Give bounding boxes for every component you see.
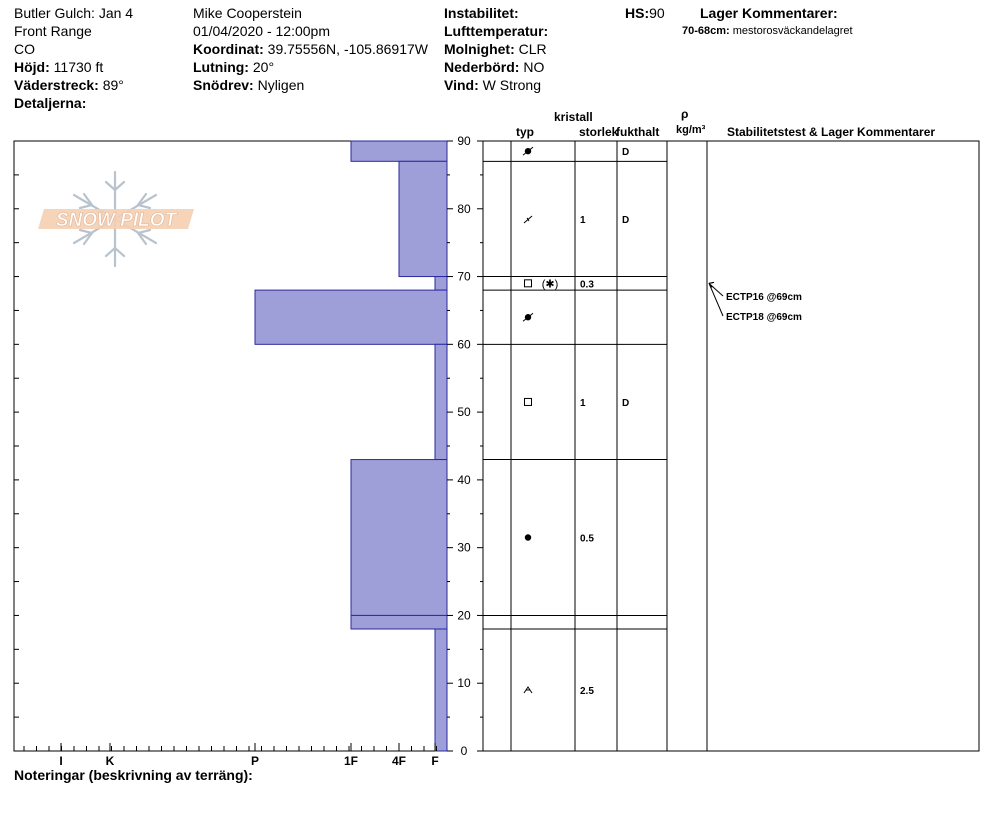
depth-tick-label: 90 bbox=[457, 134, 471, 148]
hardness-bar-5 bbox=[351, 460, 447, 616]
aspect-value: 89° bbox=[102, 77, 124, 93]
hardness-bar-3 bbox=[255, 290, 447, 344]
slope-label: Lutning: bbox=[193, 59, 249, 75]
depth-hoar-grain-icon bbox=[524, 687, 532, 693]
wind-label: Vind: bbox=[444, 77, 479, 93]
hardness-bar-2 bbox=[435, 277, 447, 291]
crystal-header: kristall bbox=[554, 110, 593, 124]
hs-label: HS: bbox=[625, 5, 650, 21]
table-row bbox=[511, 629, 667, 697]
left-depth-ticks bbox=[14, 141, 19, 751]
hardness-tick-label: F bbox=[431, 754, 439, 768]
notes-label: Noteringar (beskrivning av terräng): bbox=[14, 767, 253, 783]
depth-tick-label: 10 bbox=[457, 676, 471, 691]
fragmented-grain-icon bbox=[524, 216, 532, 223]
hardness-tick-label: 4F bbox=[391, 754, 407, 768]
drift-value: Nyligen bbox=[257, 77, 305, 93]
precip-label: Nederbörd: bbox=[444, 59, 520, 75]
type-header: typ bbox=[516, 125, 534, 139]
precip-value: NO bbox=[523, 59, 545, 75]
grain-size-value: 1 bbox=[580, 397, 586, 409]
layer-table-border bbox=[483, 141, 979, 751]
details-label: Detaljerna: bbox=[14, 95, 87, 111]
grain-size-value: 1 bbox=[580, 214, 586, 226]
rounded-grain-icon bbox=[525, 534, 531, 540]
stability-test-label: ECTP18 @69cm bbox=[726, 312, 802, 323]
table-row bbox=[511, 290, 667, 321]
hardness-bar-0 bbox=[351, 141, 447, 161]
rho-header: ρ bbox=[681, 107, 689, 121]
hardness-bar-6 bbox=[351, 615, 447, 629]
hardness-tick-label: 1F bbox=[343, 754, 359, 768]
moisture-value: D bbox=[622, 397, 630, 409]
grain-size-value: 0.5 bbox=[580, 533, 594, 545]
layer-table bbox=[483, 141, 979, 751]
layer-comments-label: Lager Kommentarer: bbox=[700, 5, 838, 21]
sky-label: Molnighet: bbox=[444, 41, 515, 57]
hardness-tick-label: P bbox=[250, 754, 260, 768]
depth-tick-label: 60 bbox=[457, 337, 471, 352]
coordinates-label: Koordinat: bbox=[193, 41, 264, 57]
density-unit-header: kg/m³ bbox=[676, 124, 706, 136]
hardness-plot bbox=[14, 141, 447, 751]
hardness-plot-border bbox=[14, 141, 447, 751]
surface-hoar-icon: (✱) bbox=[541, 278, 559, 291]
slope-value: 20° bbox=[252, 59, 275, 75]
site-name: Butler Gulch: Jan 4 bbox=[14, 5, 134, 21]
depth-tick-label: 0 bbox=[460, 744, 468, 758]
stability-tests bbox=[709, 282, 802, 323]
depth-tick-label: 50 bbox=[457, 405, 471, 420]
depth-tick-label: 40 bbox=[457, 472, 471, 487]
moisture-value: D bbox=[622, 147, 630, 159]
grain-size-value: 2.5 bbox=[580, 686, 594, 697]
aspect-label: Väderstreck: bbox=[14, 77, 99, 93]
faceted-grain-icon bbox=[525, 398, 532, 405]
hardness-bar-1 bbox=[399, 161, 447, 276]
depth-tick-label: 70 bbox=[457, 269, 471, 284]
faceted-grain-icon bbox=[525, 280, 532, 287]
drift-label: Snödrev: bbox=[193, 77, 254, 93]
instability-label: Instabilitet: bbox=[444, 5, 519, 21]
size-header: storlek bbox=[579, 125, 619, 139]
depth-tick-label: 30 bbox=[457, 540, 471, 555]
table-row bbox=[511, 277, 667, 291]
logo-text: SNOW PILOT bbox=[55, 210, 177, 231]
hs-value: 90 bbox=[649, 5, 665, 21]
wind-value: W Strong bbox=[482, 77, 541, 93]
snowpilot-logo bbox=[38, 172, 194, 266]
airtemp-label: Lufttemperatur: bbox=[444, 23, 549, 39]
layer-comment-text: mestorosväckandelagret bbox=[732, 25, 853, 37]
state-name: CO bbox=[14, 41, 35, 57]
stability-header: Stabilitetstest & Lager Kommentarer bbox=[727, 125, 936, 139]
hardness-bar-7 bbox=[435, 629, 447, 751]
depth-axis bbox=[447, 134, 483, 758]
moisture-header: fukthalt bbox=[616, 125, 660, 139]
table-row bbox=[511, 460, 667, 545]
grain-size-value: 0.3 bbox=[580, 279, 594, 291]
elevation-value: 11730 ft bbox=[53, 59, 104, 75]
depth-tick-label: 20 bbox=[457, 608, 471, 623]
table-row bbox=[511, 344, 667, 409]
hardness-bar-4 bbox=[435, 344, 447, 459]
depth-tick-label: 80 bbox=[457, 201, 471, 216]
moisture-value: D bbox=[622, 214, 630, 226]
coordinates-value: 39.75556N, -105.86917W bbox=[267, 41, 428, 57]
test-leader-line bbox=[709, 283, 723, 296]
hardness-tick-label: K bbox=[105, 754, 115, 768]
stability-test-label: ECTP16 @69cm bbox=[726, 292, 802, 303]
elevation-label: Höjd: bbox=[14, 59, 50, 75]
hardness-axis bbox=[24, 743, 439, 768]
observer: Mike Cooperstein bbox=[193, 5, 302, 21]
table-row bbox=[511, 141, 667, 158]
table-row bbox=[511, 161, 667, 226]
range-name: Front Range bbox=[14, 23, 92, 39]
layer-comment-range: 70-68cm: bbox=[682, 25, 730, 37]
hardness-tick-label: I bbox=[59, 754, 63, 768]
test-leader-line bbox=[709, 283, 723, 316]
hardness-bars bbox=[255, 141, 447, 751]
datetime: 01/04/2020 - 12:00pm bbox=[193, 23, 330, 39]
sky-value: CLR bbox=[518, 41, 547, 57]
